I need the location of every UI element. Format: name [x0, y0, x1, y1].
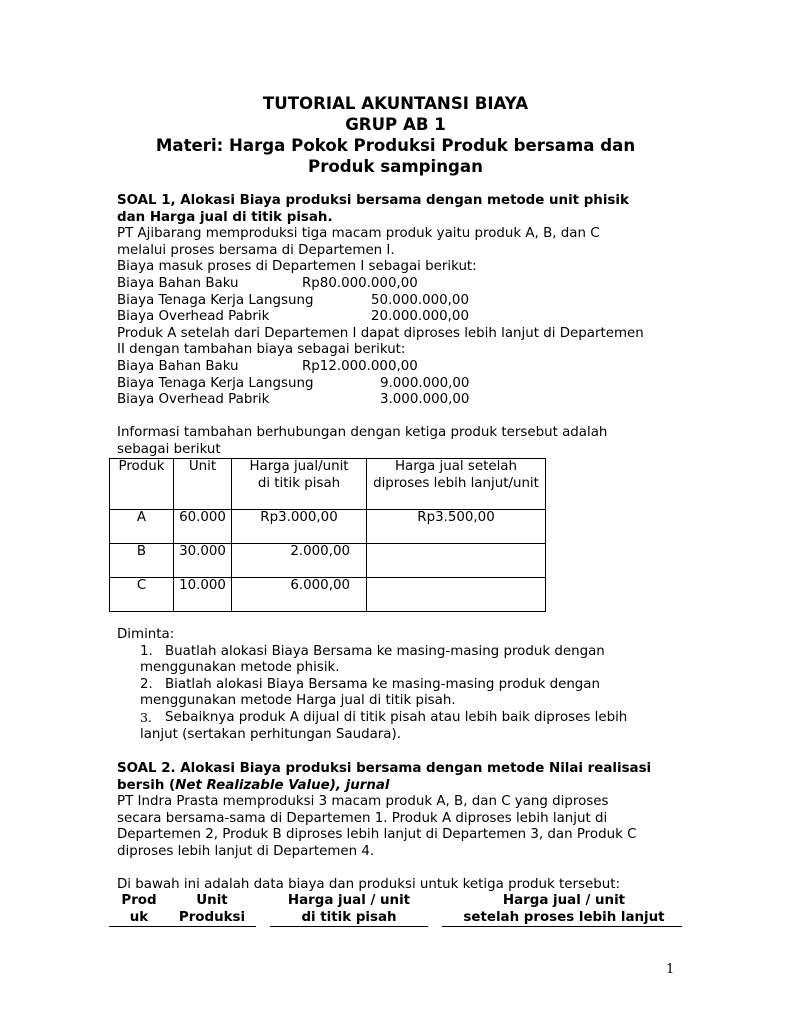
cost-label: Biaya Overhead Pabrik: [117, 392, 270, 408]
cell-harga: 2.000,00: [232, 544, 367, 578]
table2-underline: [109, 926, 256, 927]
cost-label: Biaya Tenaga Kerja Langsung: [117, 292, 314, 308]
header-cell-produk: Produk: [110, 459, 174, 510]
cost-row-tenaga-kerja: [117, 293, 687, 310]
list-item: [117, 677, 687, 710]
table-header-row: [110, 459, 546, 510]
cost-row-bahan-baku: [117, 276, 687, 293]
soal1-paragraph: II dengan tambahan biaya sebagai berikut:: [117, 342, 406, 358]
list-text: Biatlah alokasi Biaya Bersama ke masing-masing produk dengan: [165, 676, 600, 692]
list-item: [117, 710, 687, 743]
cell-lanjut: [367, 544, 546, 578]
list-text: Buatlah alokasi Biaya Bersama ke masing-masing produk dengan: [165, 643, 605, 659]
soal1-paragraph: sebagai berikut: [117, 441, 221, 457]
header-line: Unit: [196, 893, 228, 908]
list-number: 3.: [140, 709, 152, 725]
list-item: [117, 644, 687, 677]
soal1-heading-2: dan Harga jual di titik pisah.: [117, 209, 333, 225]
soal2-section: [117, 761, 687, 894]
soal2-heading-1: SOAL 2. Alokasi Biaya produksi bersama dengan metode Nilai realisasi: [117, 761, 652, 776]
header-cell-harga-lanjut: Harga jual setelah diproses lebih lanjut/unit: [367, 459, 546, 510]
cell-produk: B: [110, 544, 174, 578]
header-cell-unit: Unit: [174, 459, 232, 510]
table-row: [110, 544, 546, 578]
cell-unit: 30.000: [174, 544, 232, 578]
cell-harga: 6.000,00: [232, 578, 367, 612]
cost-label: Biaya Bahan Baku: [117, 275, 239, 291]
header-line: setelah proses lebih lanjut: [463, 909, 665, 925]
product-table: [109, 458, 546, 612]
soal2-heading-2a: bersih (: [117, 777, 176, 793]
table-row: [110, 510, 546, 544]
soal1-paragraph: Produk A setelah dari Departemen I dapat diproses lebih lanjut di Departemen: [117, 325, 644, 341]
header-line: uk: [129, 909, 149, 925]
list-text: Sebaiknya produk A dijual di titik pisah atau lebih baik diproses lebih: [165, 709, 628, 725]
soal1-section: [117, 193, 687, 459]
soal1-paragraph: PT Ajibarang memproduksi tiga macam produk yaitu produk A, B, dan C: [117, 226, 600, 242]
list-text: menggunakan metode phisik.: [140, 660, 340, 676]
table2-header-harga-lanjut: [446, 893, 682, 926]
document-title: [0, 93, 791, 177]
cost-row-overhead: [117, 392, 687, 409]
soal2-heading-2: [117, 778, 687, 795]
cost-label: Biaya Overhead Pabrik: [117, 309, 270, 325]
list-text: menggunakan metode Harga jual di titik pisah.: [140, 693, 456, 709]
cell-lanjut: Rp3.500,00: [367, 510, 546, 544]
soal2-paragraph: secara bersama-sama di Departemen 1. Produk A diproses lebih lanjut di: [117, 810, 608, 826]
table2-header-unit: [172, 893, 252, 926]
soal1-paragraph: Biaya masuk proses di Departemen I sebagai berikut:: [117, 259, 477, 275]
cell-produk: C: [110, 578, 174, 612]
cost-label: Biaya Bahan Baku: [117, 358, 239, 374]
cost-row-bahan-baku: [117, 359, 687, 376]
cost-value: 20.000.000,00: [371, 309, 469, 325]
soal2-paragraph: diproses lebih lanjut di Departemen 4.: [117, 843, 375, 859]
title-line-1: TUTORIAL AKUNTANSI BIAYA: [262, 94, 529, 113]
cost-label: Biaya Tenaga Kerja Langsung: [117, 375, 314, 391]
soal1-paragraph: melalui proses bersama di Departemen I.: [117, 242, 395, 258]
header-line: Harga jual / unit: [287, 893, 411, 908]
header-cell-harga-titik-pisah: Harga jual/unit di titik pisah: [232, 459, 367, 510]
title-line-3: Materi: Harga Pokok Produksi Produk bersama dan: [155, 136, 636, 155]
table2-header-harga-titik-pisah: [270, 893, 428, 926]
header-line: Produksi: [178, 909, 246, 925]
soal2-paragraph: PT Indra Prasta memproduksi 3 macam produk A, B, dan C yang diproses: [117, 794, 609, 810]
list-text: lanjut (sertakan perhitungan Saudara).: [140, 726, 401, 742]
cost-row-overhead: [117, 309, 687, 326]
cell-unit: 60.000: [174, 510, 232, 544]
diminta-label: Diminta:: [117, 627, 175, 642]
cost-value: Rp80.000.000,00: [302, 275, 418, 291]
table2-header-produk: [110, 893, 168, 926]
table2-underline: [270, 926, 428, 927]
cell-lanjut: [367, 578, 546, 612]
list-number: 2.: [140, 676, 153, 692]
soal2-heading-2b: Net Realizable Value), jurnal: [175, 777, 390, 793]
title-line-2: GRUP AB 1: [345, 115, 446, 134]
header-line: Harga jual / unit: [502, 893, 626, 908]
cost-value: 9.000.000,00: [380, 375, 470, 391]
soal2-paragraph: Di bawah ini adalah data biaya dan produksi untuk ketiga produk tersebut:: [117, 877, 620, 893]
cell-unit: 10.000: [174, 578, 232, 612]
diminta-section: [117, 627, 687, 743]
cell-harga: Rp3.000,00: [232, 510, 367, 544]
table2-underline: [442, 926, 682, 927]
cell-produk: A: [110, 510, 174, 544]
cost-value: 3.000.000,00: [380, 392, 470, 408]
table-row: [110, 578, 546, 612]
page-number: 1: [666, 962, 675, 977]
title-line-4: Produk sampingan: [308, 157, 483, 176]
header-line: di titik pisah: [301, 909, 397, 925]
header-line: Prod: [121, 893, 157, 908]
soal1-paragraph: Informasi tambahan berhubungan dengan ketiga produk tersebut adalah: [117, 425, 608, 441]
cost-row-tenaga-kerja: [117, 376, 687, 393]
soal2-paragraph: Departemen 2, Produk B diproses lebih lanjut di Departemen 3, dan Produk C: [117, 827, 637, 843]
list-number: 1.: [140, 643, 153, 659]
soal1-heading-1: SOAL 1, Alokasi Biaya produksi bersama dengan metode unit phisik: [117, 193, 629, 208]
cost-value: 50.000.000,00: [371, 292, 469, 308]
cost-value: Rp12.000.000,00: [302, 358, 418, 374]
